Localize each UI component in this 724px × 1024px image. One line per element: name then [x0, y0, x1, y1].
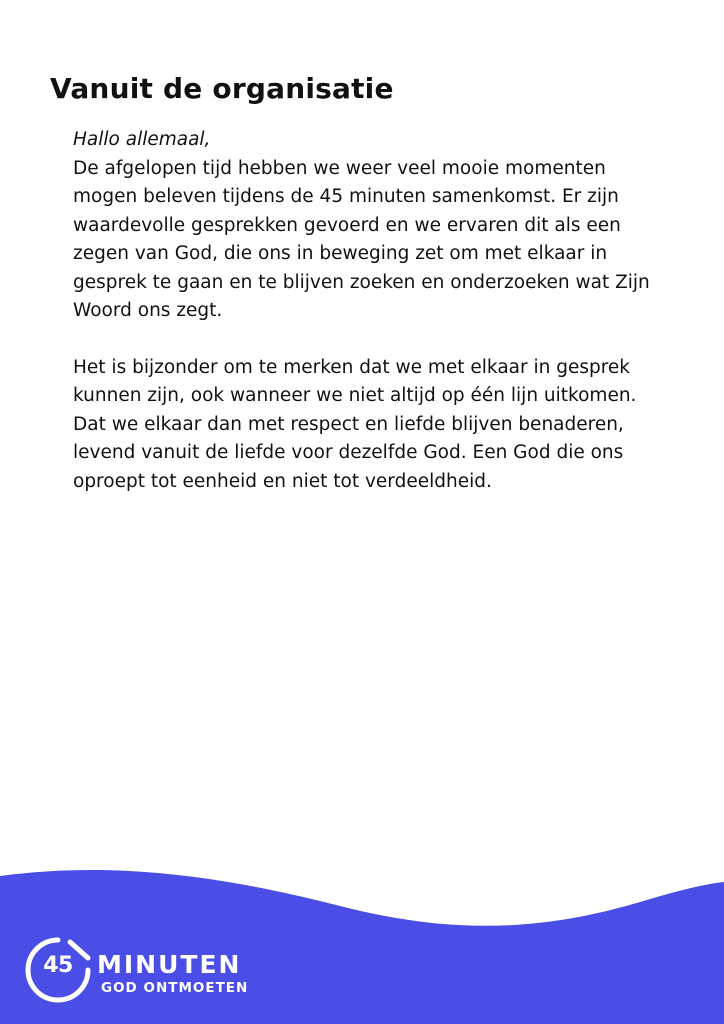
paragraph-spacer	[73, 326, 673, 354]
logo-number: 45	[43, 953, 73, 978]
page-title: Vanuit de organisatie	[50, 72, 394, 105]
letter-body	[73, 126, 673, 496]
letter-greeting: Hallo allemaal,	[73, 129, 211, 150]
letter-paragraph-1: De afgelopen tijd hebben we weer veel mooie momenten mogen beleven tijdens de 45 minuten samenkomst. Er zijn waardevolle gesprekken gevoerd en we ervaren dit als een zegen van God, die ons in beweging zet om met elkaar in gesprek te gaan en te blijven zoeken en onderzoeken wat Zijn Woord ons zegt.	[73, 157, 650, 321]
brand-logo	[24, 936, 304, 1006]
letter-paragraph-2: Het is bijzonder om te merken dat we met elkaar in gesprek kunnen zijn, ook wanneer we niet altijd op één lijn uitkomen. Dat we elkaar dan met respect en liefde blijven benaderen, levend vanuit de liefde voor dezelfde God. Een God die ons oproept tot eenheid en niet tot verdeeldheid.	[73, 356, 637, 492]
logo-word: MINUTEN	[97, 950, 242, 979]
logo-tagline: GOD ONTMOETEN	[101, 980, 249, 996]
